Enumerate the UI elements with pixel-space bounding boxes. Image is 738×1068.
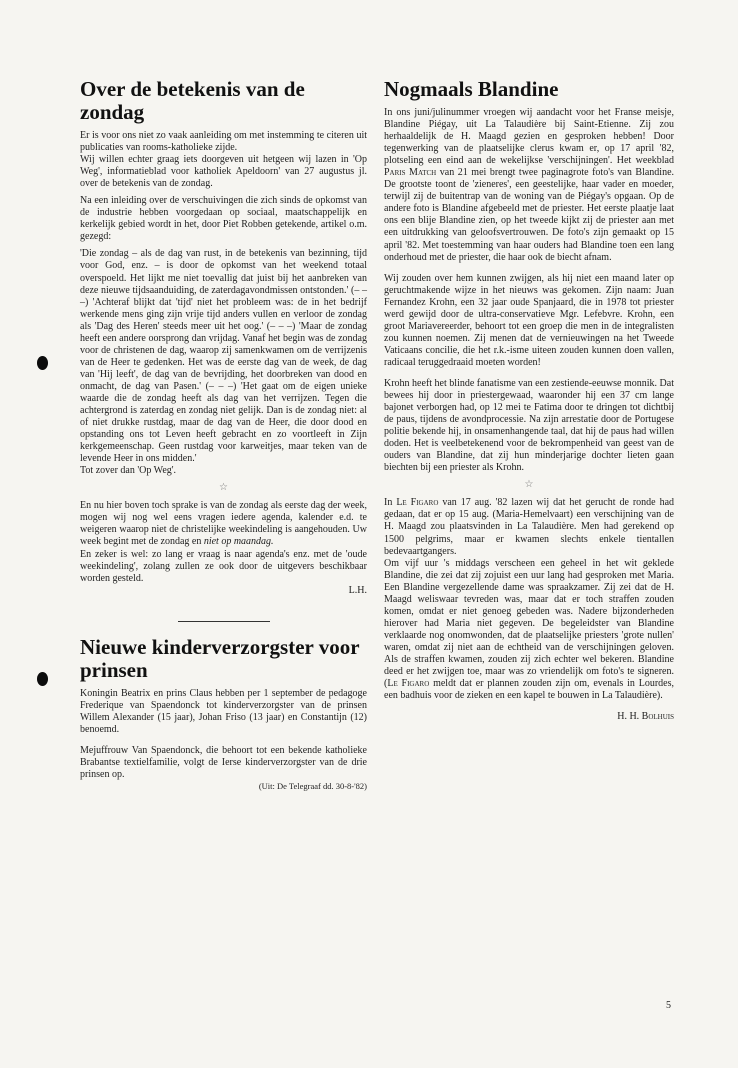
right-column [384,78,674,723]
binding-hole-mark [37,672,48,686]
paragraph-text: van 21 mei brengt twee paginagrote foto's van Blandine. De grootste toont de 'zieneres', een geestelijke, haar vader en moeder, terwijl zij de buitentrap van de woning van de Piégay's opgaan. Op de andere foto is Blandine afgebeeld met de priester. Het eerste plaatje laat ons een blije Blandine zien, op het tweede kijkt zij de priester aan met een uitdrukking van geloofsvertrouwen. De foto's zijn gemaakt op 15 april '82. Met toestemming van haar ouders had Blandine toen een lang onderhoud met de priester, die haar ook de biecht afnam. [384,167,675,263]
paragraph: Er is voor ons niet zo vaak aanleiding om met instemming te citeren uit publicaties van rooms-katholieke zijde. [80,130,367,154]
paragraph-text: van 17 aug. '82 lazen wij dat het gerucht de ronde had gedaan, dat er op 15 aug. (Maria-Hemelvaart) een verschijning van de H. Maagd zou plaatsvinden in La Talaudière. Men had gerekend op 1500 pelgrims, maar er kwamen slechts enkele tientallen bedevaartgangers. [384,497,675,557]
left-column [80,78,367,791]
article-title-zondag: Over de betekenis van de zondag [80,77,305,124]
publication-name: Le Figaro [396,497,439,509]
section-divider [178,621,270,622]
paragraph-text: In ons juni/julinummer vroegen wij aandacht voor het Franse meisje, Blandine Piégay, uit La Talaudière bij Saint-Etienne. Zij zou herhaaldelijk de H. Maagd gezien en gesproken hebben! Door tegenwerking van de plaatselijke clerus kwam er, op 17 april '82, plotseling een eind aan de wekelijkse 'verschijningen'. Het weekblad [384,107,674,167]
author-signature: H. H. Bolhuis [617,711,674,723]
publication-name: Le Figaro [387,678,430,690]
emphasis-text: niet op maandag. [203,536,274,548]
binding-hole-mark [37,356,48,370]
article-title-kinderverzorgster: Nieuwe kinderverzorgster voor prinsen [80,634,360,682]
paragraph: Na een inleiding over de verschuivingen die zich sinds de opkomst van de industrie hebben voorgedaan op sociaal, maatschappelijk en kerkelijk gebied wordt in het, door Piet Robben getekende, artikel o.m. gezegd: [80,195,367,243]
paragraph [384,558,674,703]
publication-name: Paris Match [384,167,437,179]
paragraph: Mejuffrouw Van Spaendonck, die behoort tot een bekende katholieke Brabantse textielfamilie, volgt de Ierse kinderverzorgster van de drie prinsen op. [80,744,367,780]
paragraph [384,497,674,557]
paragraph: Tot zover dan 'Op Weg'. [80,465,177,477]
paragraph: Koningin Beatrix en prins Claus hebben per 1 september de pedagoge Frederique van Spaendonck tot kinderverzorgster van de prinsen Willem Alexander (15 jaar), Johan Friso (13 jaar) en Constantijn (12) benoemd. [80,687,367,735]
paragraph-text: meldt dat er plannen zouden zijn om, evenals in Lourdes, een badhuis voor de zieken en een kapel te bouwen in La Talaudière). [384,678,674,702]
paragraph [80,500,367,548]
page-number: 5 [666,1000,671,1011]
source-citation: (Uit: De Telegraaf dd. 30-8-'82) [258,780,367,791]
quoted-paragraph: 'Die zondag – als de dag van rust, in de betekenis van bezinning, tijd voor God, enz. – is door de opkomst van het weekend totaal overspoeld. Het lijkt me niet toevallig dat juist bij het aanbreken van deze nieuwe tijdsaanduiding, de zaterdagavondmissen ontstonden.' (– – –) 'Achteraf blijkt dat 'tijd' niet het probleem was: de in het bedrijf werkende mens ging zijn vrije tijd anders vullen en verloor de zondag als 'Dag des Heren' steeds meer uit het oog.' (– – –) 'Maar de zondag heeft een andere oorsprong dan vrijdag. Vanaf het begin was de zondag voor de christenen de dag, waarop zij samenkwamen om de verrijzenis van de Heer te gedenken. Het was de eerste dag van de week, de dag van 'Hij leeft', de dag van de bevrijding, het doorbreken van dood en onmacht, de dag van Pasen.' (– – –) 'Het gaat om de eigen unieke waarde die de zondag heeft als dag van het verrijzen. Tegen die achtergrond is zaterdag en zondag niet gelijk. Dan is de zondag niet: al of niet drukke rustdag, maar de dag van de Heer, die door dood en opstanding ons tot Leven heeft gebracht en zo voortleeft in Zijn kerkgemeenschap. Geen rustdag voor karweitjes, maar teken van de levende Heer in ons midden.' [80,248,367,465]
paragraph: Krohn heeft het blinde fanatisme van een zestiende-eeuwse monnik. Dat bewees hij door in priestergewaad, waaronder hij een 37 cm lange bajonet verborgen had, op 12 mei te Fatima door te dringen tot dichtbij de paus, tijdens de avondprocessie. Na zijn arrestatie door de Portugese politie bekende hij, in onsamenhangende taal, dat hij de paus had willen doden. Het is veelbetekenend voor de bekrompenheid van geest van de ouders van Blandine, dat zij hun minderjarige dochter lieten gaan biechten bij een priester als Krohn. [384,377,674,474]
paragraph-text: En nu hier boven toch sprake is van de zondag als eerste dag der week, mogen wij nog wel eens vragen iedere agenda, kalender e.d. te weigeren waarop niet de christelijke weekindeling is aangehouden. Uw week begint met de zondag en [80,500,367,548]
paragraph: Wij zouden over hem kunnen zwijgen, als hij niet een maand later op geruchtmakende wijze in het nieuws was gekomen. Zijn naam: Juan Fernandez Krohn, een 32 jaar oude Spanjaard, die in 1978 tot priester werd gewijd door de ultra-conservatieve Mgr. Lefebvre. Krohn, een groot Mariavereerder, behoort tot een groep die men in de integralisten zou kunnen noemen. Zij menen dat de vernieuwingen na het Tweede Vaticaans concilie, die het r.k.-isme uiteen zouden kunnen doen vallen, radicaal teruggedraaid moeten worden! [384,272,674,368]
author-signature: L.H. [348,584,367,596]
paragraph [384,107,674,264]
star-separator-icon: ☆ [524,479,534,491]
paragraph: Wij willen echter graag iets doorgeven uit hetgeen wij lazen in 'Op Weg', informatieblad voor katholiek Apeldoorn' van 27 augustus jl. over de betekenis van de zondag. [80,154,367,190]
star-separator-icon: ☆ [219,482,228,494]
paragraph-text: In [384,497,393,509]
paragraph-text: Om vijf uur 's middags verscheen een geheel in het wit geklede Blandine, die zei dat zij zojuist een uur lang had gesproken met Maria. Een Blandine vergezellende dame was spraakzamer. Zij zei dat de H. Maagd weliswaar tevreden was, maar dat er toch straffen zouden komen, omdat er niet genoeg gebeden was. Nadere bijzonderheden hierover had Maria niet gegeven. De begeleidster van Blandine verklaarde nog onomwonden, dat de plaatselijke priesters 'grote nullen' waren, omdat zij niet aan de echtheid van de verschijningen geloven. Als de straffen kwamen, zouden zij zich echter wel bekeren. Blandine deed er het zwijgen toe, maar was zo vriendelijk om foto's te signeren. ( [384,557,674,690]
article-title-blandine: Nogmaals Blandine [384,77,559,101]
paragraph: En zeker is wel: zo lang er vraag is naar agenda's enz. met de 'oude weekindeling', zolang zullen ze ook door de uitgevers beschikbaar worden gesteld. [80,548,367,584]
